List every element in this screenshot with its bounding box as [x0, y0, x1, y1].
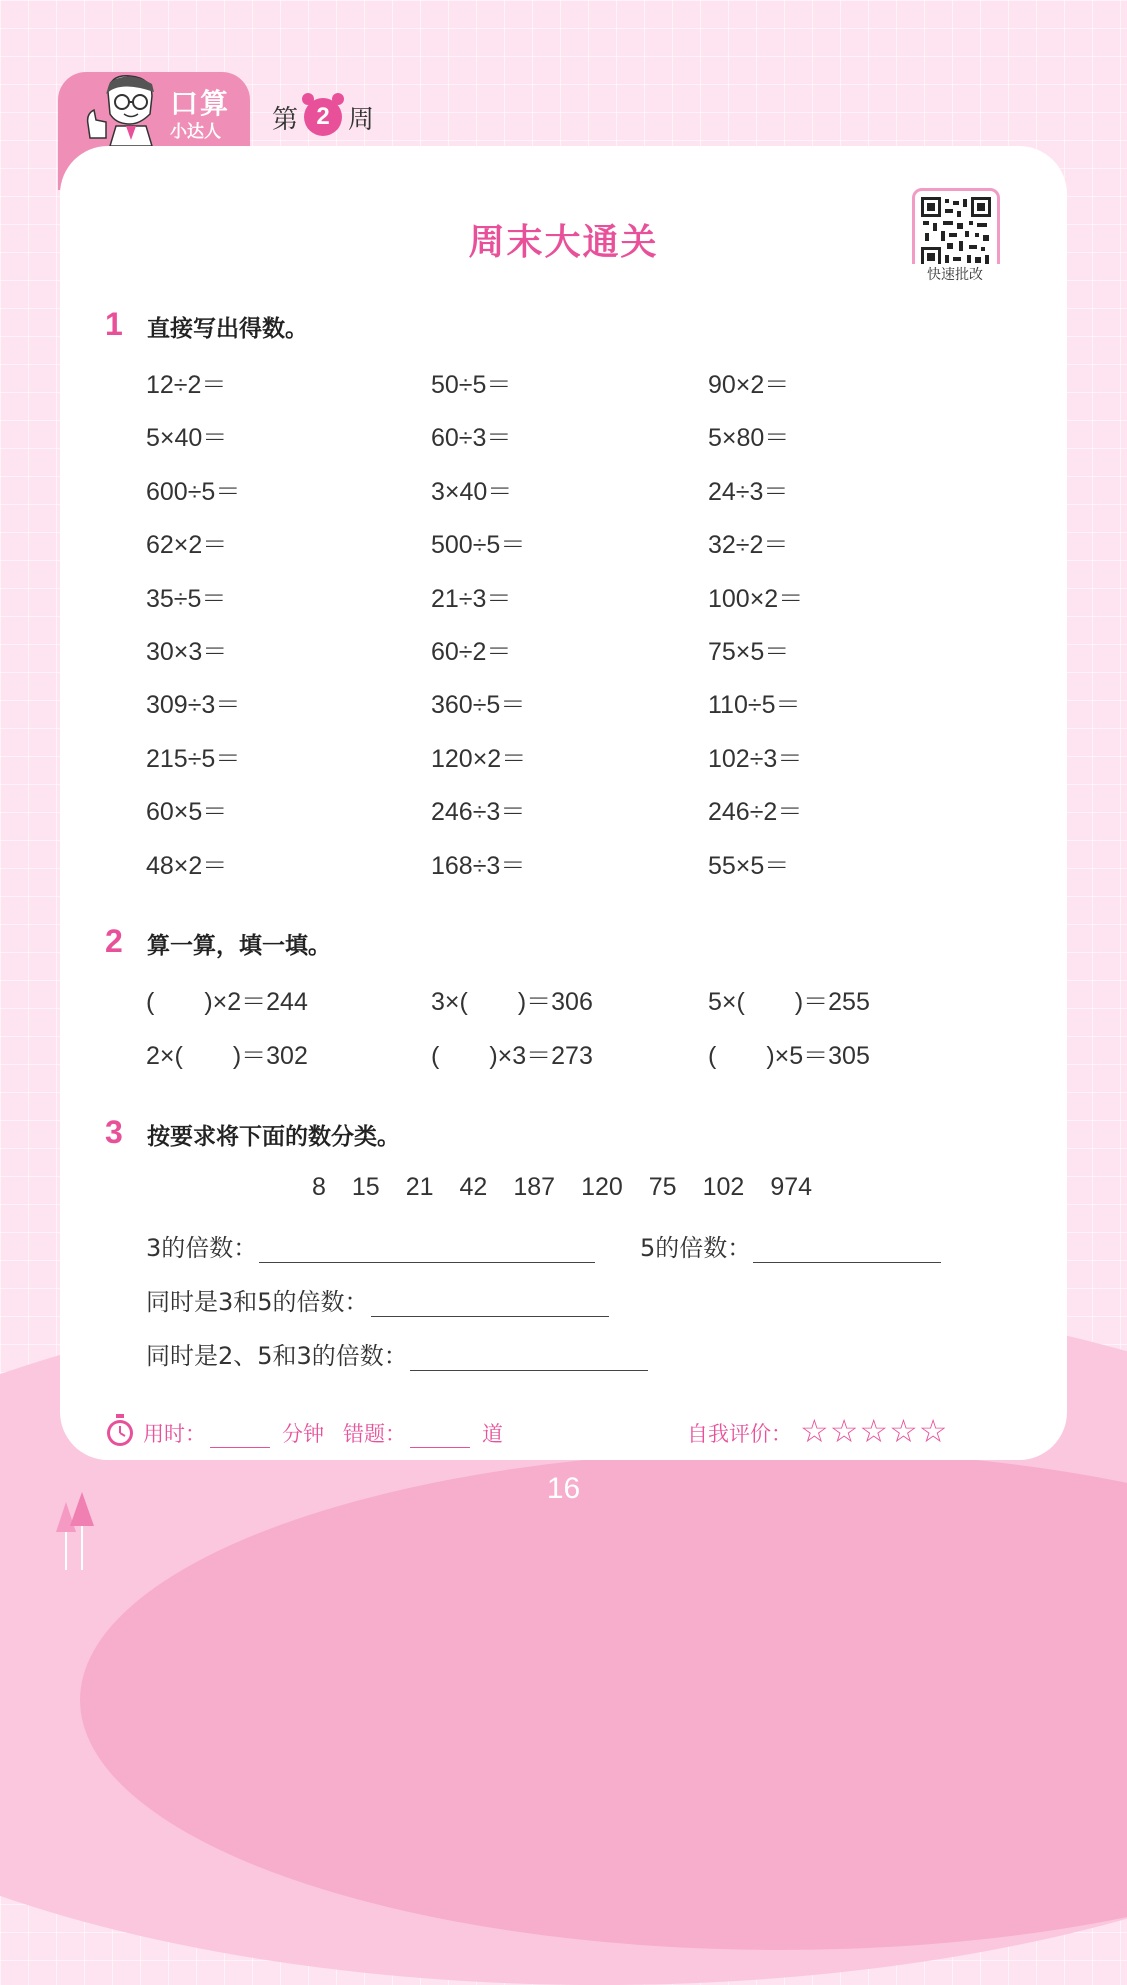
- section1-problem: 55×5＝: [708, 851, 790, 880]
- time-used: [143, 1418, 324, 1448]
- section2-problem: 5×( )＝255: [708, 988, 870, 1016]
- number-item: 974: [770, 1173, 813, 1201]
- section1-problem: 60×5＝: [146, 798, 228, 827]
- section1-problem: 309÷3＝: [146, 691, 241, 720]
- multiples-of-5-row: [640, 1228, 941, 1263]
- section-3-title: 按要求将下面的数分类。: [147, 1124, 400, 1150]
- section-2-title: 算一算，填一填。: [147, 933, 331, 959]
- section2-problem: ( )×5＝305: [708, 1041, 870, 1070]
- tab-subtitle: 小达人: [170, 122, 221, 142]
- section1-problem: 32÷2＝: [708, 531, 789, 560]
- number-item: 21: [405, 1173, 434, 1201]
- star-rating[interactable]: ☆☆☆☆☆: [800, 1412, 949, 1450]
- section1-problem: 12÷2＝: [146, 371, 227, 399]
- week-prefix: 第: [272, 104, 299, 135]
- section2-problem: 2×( )＝302: [146, 1041, 308, 1070]
- section1-problem: 50÷5＝: [431, 371, 512, 399]
- errors-label: 错题：: [343, 1422, 406, 1446]
- section-2-number: 2: [105, 923, 123, 959]
- section1-problem: 5×80＝: [708, 424, 790, 453]
- multiples-of-3-and-5-row: [146, 1282, 609, 1317]
- page-number: 16: [546, 1472, 581, 1505]
- week-label: [272, 98, 374, 136]
- section1-problem: 24÷3＝: [708, 477, 789, 506]
- time-unit: 分钟: [282, 1422, 324, 1446]
- multiples-of-3-and-5-answer-line[interactable]: [371, 1292, 609, 1317]
- section1-problem: 21÷3＝: [431, 584, 512, 613]
- section1-problem: 246÷2＝: [708, 798, 803, 827]
- section1-problem: 168÷3＝: [431, 851, 526, 880]
- multiples-of-5-label: 5的倍数：: [640, 1234, 752, 1262]
- number-item: 15: [351, 1173, 380, 1201]
- number-item: 8: [312, 1173, 326, 1201]
- section1-problem: 5×40＝: [146, 424, 228, 453]
- tab-title: 口算: [170, 87, 231, 120]
- section-1-title: 直接写出得数。: [147, 316, 308, 342]
- section1-problem: 62×2＝: [146, 531, 228, 560]
- section1-problem: 110÷5＝: [708, 691, 801, 720]
- multiples-of-2-5-3-row: [146, 1336, 648, 1371]
- multiples-of-3-label: 3的倍数：: [146, 1234, 258, 1262]
- rating-label: 自我评价：: [687, 1422, 792, 1446]
- section1-problem: 360÷5＝: [431, 691, 526, 720]
- section1-problem: 600÷5＝: [146, 477, 241, 506]
- number-item: 102: [702, 1173, 745, 1201]
- multiples-of-5-answer-line[interactable]: [753, 1238, 941, 1263]
- number-item: 75: [648, 1173, 677, 1201]
- section1-problem: 35÷5＝: [146, 584, 227, 613]
- multiples-of-3-row: [146, 1228, 595, 1263]
- section1-problem: 3×40＝: [431, 477, 513, 506]
- section1-problem: 90×2＝: [708, 371, 790, 399]
- week-number: 2: [304, 98, 342, 136]
- stopwatch-icon: [105, 1414, 135, 1448]
- page-title: 周末大通关: [468, 222, 659, 263]
- kid-mascot-icon: [80, 74, 165, 146]
- section2-problem: ( )×3＝273: [431, 1041, 593, 1070]
- section1-problem: 75×5＝: [708, 638, 790, 666]
- section2-problem: ( )×2＝244: [146, 988, 308, 1016]
- section1-problem: 60÷2＝: [431, 638, 512, 666]
- section1-problem: 60÷3＝: [431, 424, 512, 453]
- section-3-number: 3: [105, 1114, 123, 1150]
- section-1-number: 1: [105, 306, 123, 342]
- number-list: [312, 1173, 812, 1202]
- section2-problem: 3×( )＝306: [431, 988, 593, 1016]
- number-item: 42: [459, 1173, 488, 1201]
- tree-decoration-icon: [52, 1490, 102, 1570]
- multiples-of-3-and-5-label: 同时是3和5的倍数：: [146, 1288, 369, 1316]
- section1-problem: 102÷3＝: [708, 744, 803, 773]
- self-evaluation: [687, 1418, 792, 1448]
- section1-problem: 246÷3＝: [431, 798, 526, 827]
- qr-caption: 快速批改: [903, 264, 1007, 284]
- section1-problem: 215÷5＝: [146, 744, 241, 773]
- time-answer-line[interactable]: [210, 1427, 270, 1448]
- week-suffix: 周: [348, 104, 375, 135]
- alarm-clock-icon: [304, 98, 342, 136]
- number-item: 187: [513, 1173, 556, 1201]
- section1-problem: 30×3＝: [146, 638, 228, 666]
- qr-code-icon: [921, 197, 991, 267]
- errors-count: [343, 1418, 503, 1448]
- section1-problem: 120×2＝: [431, 744, 527, 773]
- section1-problem: 100×2＝: [708, 584, 804, 613]
- errors-unit: 道: [482, 1422, 503, 1446]
- number-item: 120: [581, 1173, 623, 1201]
- time-label: 用时：: [143, 1422, 206, 1446]
- section1-problem: 48×2＝: [146, 851, 228, 880]
- qr-code[interactable]: [912, 188, 1000, 276]
- multiples-of-3-answer-line[interactable]: [259, 1238, 595, 1263]
- multiples-of-2-5-3-answer-line[interactable]: [410, 1346, 648, 1371]
- section1-problem: 500÷5＝: [431, 531, 526, 560]
- multiples-of-2-5-3-label: 同时是2、5和3的倍数：: [146, 1342, 408, 1370]
- errors-answer-line[interactable]: [410, 1427, 470, 1448]
